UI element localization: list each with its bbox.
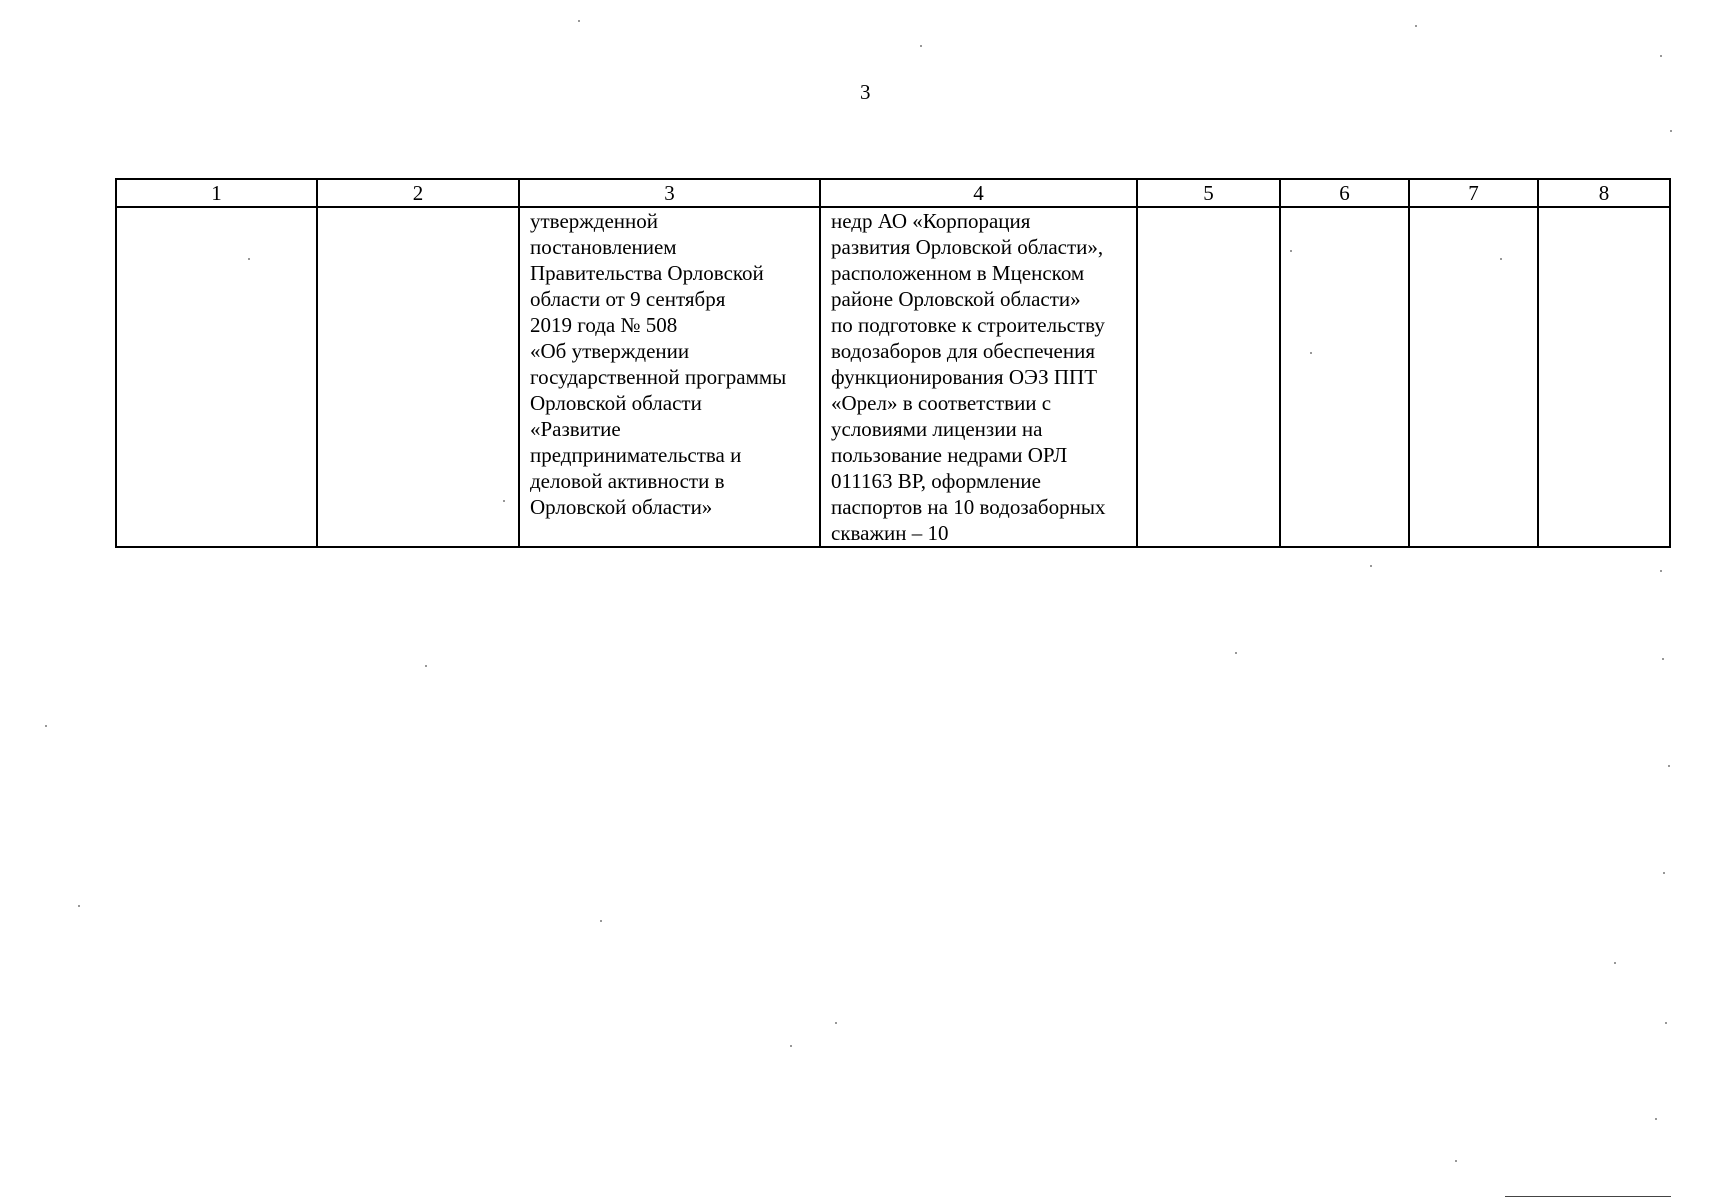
column-header-3: 3 (519, 179, 820, 207)
page-number: 3 (860, 80, 871, 104)
scan-speck (425, 665, 427, 667)
scan-speck (1668, 765, 1670, 767)
scan-speck (1310, 352, 1312, 354)
scan-speck (1665, 1022, 1667, 1024)
cell-col-2 (317, 207, 519, 547)
column-header-7: 7 (1409, 179, 1538, 207)
scan-speck (1660, 55, 1662, 57)
scan-speck (790, 1045, 792, 1047)
cell-col-5 (1137, 207, 1280, 547)
column-header-4: 4 (820, 179, 1137, 207)
column-header-1: 1 (116, 179, 317, 207)
cell-col-7 (1409, 207, 1538, 547)
program-reference-text: утвержденной постановлением Правительства Орловской области от 9 сентября 2019 года № 508 «Об утверждении государственной программы Орловской области «Развитие предпринимательства и деловой активности в Орловской области» (530, 209, 787, 519)
scan-speck (45, 725, 47, 727)
table-row (116, 207, 1670, 547)
scan-speck (1655, 1118, 1657, 1120)
cell-col-1 (116, 207, 317, 547)
cell-col-3 (519, 207, 820, 547)
scan-speck (1614, 962, 1616, 964)
table-header (116, 179, 1670, 207)
cell-col-4 (820, 207, 1137, 547)
document-table (115, 178, 1671, 548)
header-row (116, 179, 1670, 207)
scan-speck (1663, 872, 1665, 874)
activity-description-text: недр АО «Корпорация развития Орловской области», расположенном в Мценском районе Орловской области» по подготовке к строительству водозаборов для обеспечения функционирования ОЭЗ ППТ «Орел» в соответствии с условиями лицензии на пользование недрами ОРЛ 011163 ВР, оформление паспортов на 10 водозаборных скважин – 10 (831, 209, 1106, 545)
scan-speck (248, 258, 250, 260)
cell-col-6 (1280, 207, 1409, 547)
column-header-2: 2 (317, 179, 519, 207)
column-header-6: 6 (1280, 179, 1409, 207)
scan-speck (1662, 658, 1664, 660)
scan-speck (1500, 258, 1502, 260)
scan-speck (78, 905, 80, 907)
scan-speck (1660, 570, 1662, 572)
scan-speck (578, 20, 580, 22)
scan-speck (1370, 565, 1372, 567)
scan-speck (1415, 25, 1417, 27)
scan-speck (1455, 1160, 1457, 1162)
cell-col-8 (1538, 207, 1670, 547)
scan-speck (600, 920, 602, 922)
scan-speck (1290, 250, 1292, 252)
scan-speck (835, 1022, 837, 1024)
column-header-5: 5 (1137, 179, 1280, 207)
scan-speck (920, 45, 922, 47)
bottom-rule-line (1505, 1196, 1671, 1197)
scan-speck (1670, 130, 1672, 132)
column-header-8: 8 (1538, 179, 1670, 207)
scan-speck (503, 500, 505, 502)
scan-speck (1235, 652, 1237, 654)
